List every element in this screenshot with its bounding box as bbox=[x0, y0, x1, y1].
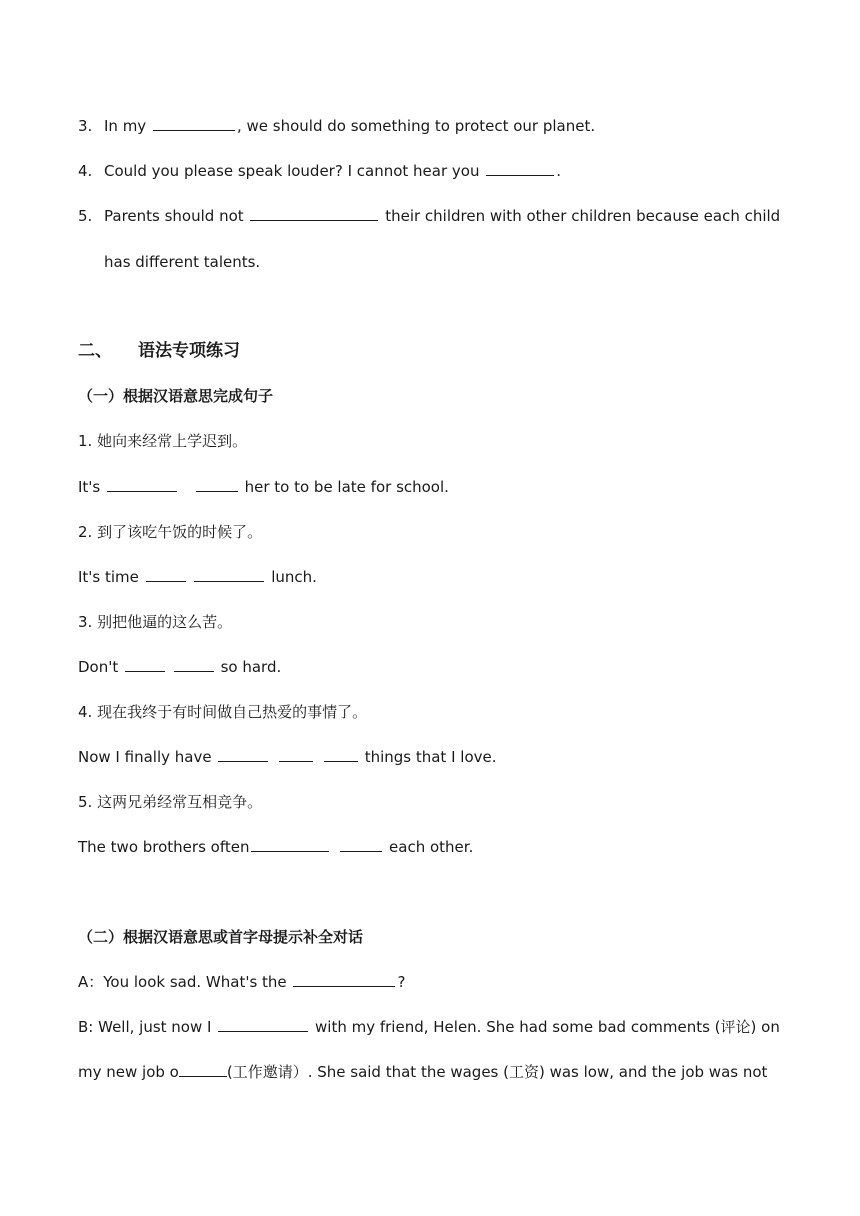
dialogue-text-pre: my new job o bbox=[78, 1063, 179, 1081]
question-text-pre: Parents should not bbox=[104, 207, 244, 225]
part-1-heading: （一）根据汉语意思完成句子 bbox=[78, 387, 274, 405]
question-4 bbox=[78, 161, 788, 181]
answer-blank[interactable] bbox=[146, 567, 186, 582]
answer-blank[interactable] bbox=[153, 116, 235, 131]
item-1-english bbox=[78, 477, 788, 497]
sentence-pre: Don't bbox=[78, 658, 119, 676]
dialogue-line-b bbox=[78, 1017, 788, 1037]
question-text-pre: Could you please speak louder? I cannot hear you bbox=[104, 162, 480, 180]
question-text-post: . bbox=[556, 162, 562, 180]
dialogue-text-post: with my friend, Helen. She had some bad comments (评论) on bbox=[315, 1018, 780, 1036]
item-2-english bbox=[78, 567, 788, 587]
item-3-chinese: 3. 别把他逼的这么苦。 bbox=[78, 613, 233, 631]
item-2-chinese: 2. 到了该吃午饭的时候了。 bbox=[78, 523, 263, 541]
section-title-text: 语法专项练习 bbox=[138, 341, 240, 361]
answer-blank[interactable] bbox=[107, 477, 177, 492]
sentence-post: things that I love. bbox=[364, 748, 497, 766]
question-number: 4. bbox=[78, 162, 93, 180]
answer-blank[interactable] bbox=[251, 837, 329, 852]
sentence-pre: It's time bbox=[78, 568, 139, 586]
question-5-continuation: has different talents. bbox=[104, 253, 261, 271]
item-1-chinese: 1. 她向来经常上学迟到。 bbox=[78, 432, 248, 450]
sentence-post: each other. bbox=[389, 838, 474, 856]
item-3-english bbox=[78, 657, 788, 677]
answer-blank[interactable] bbox=[324, 747, 358, 762]
answer-blank[interactable] bbox=[125, 657, 165, 672]
question-text-pre: In my bbox=[104, 117, 147, 135]
answer-blank[interactable] bbox=[250, 206, 378, 221]
item-4-chinese: 4. 现在我终于有时间做自己热爱的事情了。 bbox=[78, 703, 368, 721]
sentence-pre: It's bbox=[78, 478, 101, 496]
dialogue-line-a bbox=[78, 972, 788, 992]
item-5-chinese: 5. 这两兄弟经常互相竞争。 bbox=[78, 793, 263, 811]
dialogue-line-b-continued bbox=[78, 1062, 788, 1082]
answer-blank[interactable] bbox=[293, 972, 395, 987]
answer-blank[interactable] bbox=[174, 657, 214, 672]
question-5 bbox=[78, 206, 788, 226]
answer-blank[interactable] bbox=[218, 747, 268, 762]
sentence-post: so hard. bbox=[220, 658, 282, 676]
item-5-english bbox=[78, 837, 788, 857]
dialogue-text-post: ? bbox=[397, 973, 406, 991]
answer-blank[interactable] bbox=[279, 747, 313, 762]
answer-blank[interactable] bbox=[340, 837, 382, 852]
section-title bbox=[78, 341, 788, 361]
dialogue-text-post: (工作邀请）. She said that the wages (工资) was low, and the job was not bbox=[226, 1063, 768, 1081]
question-text-post: their children with other children because each child bbox=[385, 207, 781, 225]
sentence-post: her to to be late for school. bbox=[244, 478, 449, 496]
answer-blank[interactable] bbox=[179, 1062, 227, 1077]
question-number: 3. bbox=[78, 117, 93, 135]
item-4-english bbox=[78, 747, 788, 767]
answer-blank[interactable] bbox=[486, 161, 554, 176]
answer-blank[interactable] bbox=[196, 477, 238, 492]
sentence-post: lunch. bbox=[271, 568, 317, 586]
answer-blank[interactable] bbox=[194, 567, 264, 582]
sentence-pre: Now I finally have bbox=[78, 748, 212, 766]
question-3 bbox=[78, 116, 788, 136]
section-number: 二、 bbox=[78, 341, 112, 361]
dialogue-text-pre: A：You look sad. What's the bbox=[78, 973, 287, 991]
sentence-pre: The two brothers often bbox=[78, 838, 250, 856]
answer-blank[interactable] bbox=[218, 1017, 308, 1032]
question-number: 5. bbox=[78, 207, 93, 225]
question-text-post: , we should do something to protect our planet. bbox=[236, 117, 596, 135]
dialogue-text-pre: B: Well, just now I bbox=[78, 1018, 212, 1036]
part-2-heading: （二）根据汉语意思或首字母提示补全对话 bbox=[78, 928, 364, 946]
